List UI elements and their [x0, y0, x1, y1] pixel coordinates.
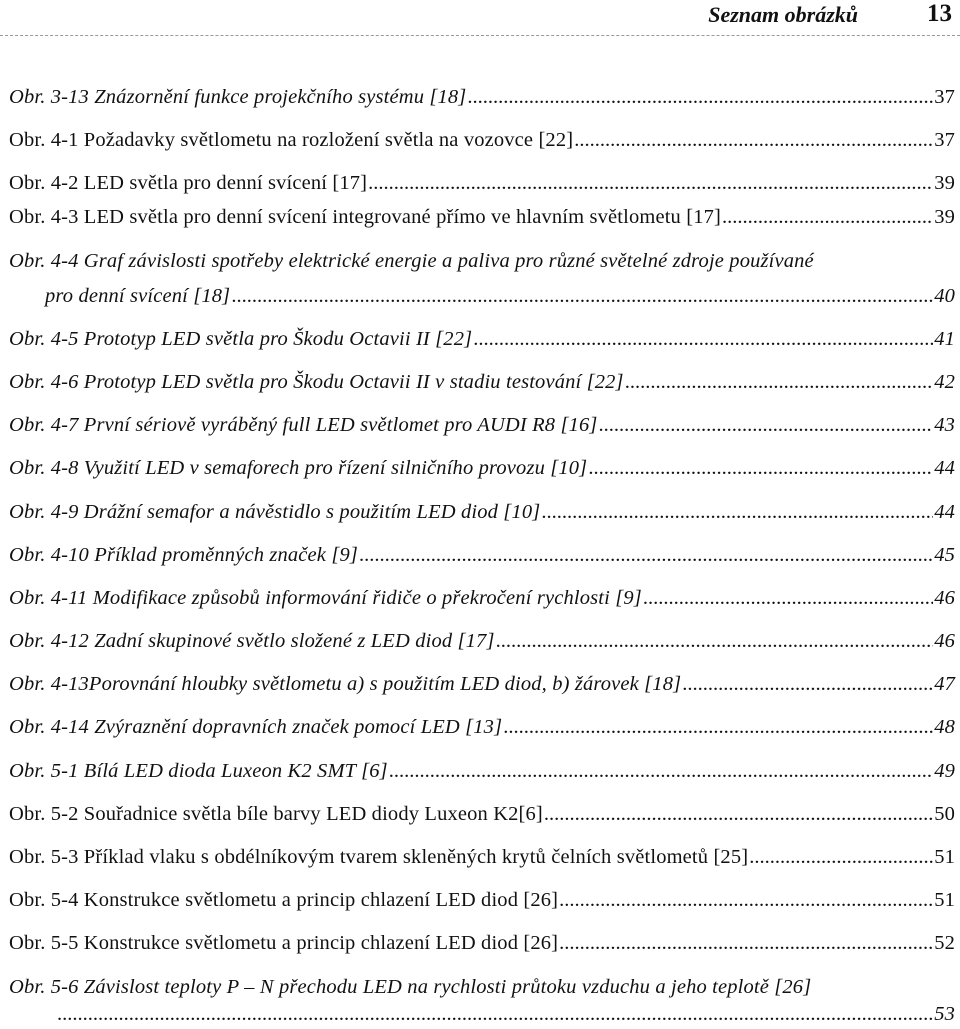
entry-title-line-1: Obr. 4-4 Graf závislosti spotřeby elektrické energie a paliva pro různé světelné zdroje používané [9, 249, 814, 272]
entry-title-line-2: pro denní svícení [18] [45, 284, 231, 307]
entry-page: 37 [934, 129, 955, 152]
dot-leader [682, 670, 933, 699]
entry-title: Obr. 4-14 Zvýraznění dopravních značek pomocí LED [13] [9, 716, 503, 739]
entry-title: Obr. 4-2 LED světla pro denní svícení [17] [9, 172, 368, 195]
toc-entry[interactable] [9, 411, 955, 440]
entry-page: 46 [934, 630, 955, 653]
entry-title: Obr. 5-1 Bílá LED dioda Luxeon K2 SMT [6] [9, 759, 388, 782]
toc-entry[interactable] [9, 800, 955, 829]
entry-title: Obr. 4-1 Požadavky světlometu na rozložení světla na vozovce [22] [9, 129, 574, 152]
header-divider [0, 35, 960, 36]
entry-title: Obr. 4-5 Prototyp LED světla pro Škodu Octavii II [22] [9, 327, 473, 350]
entry-page: 51 [934, 889, 955, 912]
dot-leader [599, 411, 934, 440]
dot-leader [467, 83, 933, 112]
toc-entry[interactable] [9, 126, 955, 155]
toc-entry[interactable] [9, 670, 955, 699]
dot-leader [231, 282, 933, 311]
entry-title: Obr. 4-9 Drážní semafor a návěstidlo s použitím LED diod [10] [9, 500, 541, 523]
entry-title: Obr. 4-3 LED světla pro denní svícení integrované přímo ve hlavním světlometu [17] [9, 206, 721, 229]
entry-page: 37 [934, 86, 955, 108]
dot-leader [57, 1000, 933, 1029]
dot-leader [625, 368, 934, 397]
entry-title: Obr. 5-3 Příklad vlaku s obdélníkovým tvarem skleněných krytů čelních světlometů [25] [9, 846, 749, 868]
entry-page: 48 [934, 716, 955, 739]
entry-page: 45 [934, 543, 955, 566]
dot-leader [722, 203, 933, 232]
entry-title: Obr. 4-13Porovnání hloubky světlometu a) s použitím LED diod, b) žárovek [18] [9, 673, 682, 696]
entry-title: Obr. 4-12 Zadní skupinové světlo složené z LED diod [17] [9, 630, 495, 653]
entry-page: 39 [934, 206, 955, 229]
entry-title-line-1: Obr. 5-6 Závislost teploty P – N přechodu LED na rychlosti průtoku vzduchu a jeho teplotě [26] [9, 975, 812, 998]
dot-leader [389, 757, 933, 786]
dot-leader [559, 929, 933, 958]
toc-entry[interactable] [9, 498, 955, 527]
toc-entry[interactable] [9, 886, 955, 915]
dot-leader [643, 584, 933, 613]
dot-leader [749, 843, 933, 872]
entry-title: Obr. 4-7 První sériově vyráběný full LED světlomet pro AUDI R8 [16] [9, 414, 598, 437]
dot-leader [496, 627, 934, 656]
entry-page: 52 [934, 932, 955, 955]
dot-leader [473, 325, 933, 354]
page-number: 13 [927, 0, 952, 27]
entry-title: Obr. 5-5 Konstrukce světlometu a princip chlazení LED diod [26] [9, 932, 559, 955]
entry-title: Obr. 5-4 Konstrukce světlometu a princip chlazení LED diod [26] [9, 889, 559, 912]
entry-title: Obr. 4-11 Modifikace způsobů informování řidiče o překročení rychlosti [9] [9, 586, 642, 609]
entry-page: 53 [934, 1002, 955, 1025]
toc-entry[interactable] [9, 757, 955, 786]
entry-title: Obr. 3-13 Znázornění funkce projekčního systému [18] [9, 86, 467, 108]
list-of-figures [9, 83, 955, 1029]
dot-leader [559, 886, 933, 915]
dot-leader [541, 498, 933, 527]
page-header [0, 0, 960, 34]
entry-page: 44 [934, 457, 955, 480]
dot-leader [368, 169, 933, 198]
entry-page: 39 [934, 172, 955, 195]
entry-page: 40 [934, 284, 955, 307]
toc-entry[interactable] [9, 973, 955, 1029]
entry-title: Obr. 4-10 Příklad proměnných značek [9] [9, 543, 358, 566]
toc-entry[interactable] [9, 368, 955, 397]
entry-title: Obr. 4-6 Prototyp LED světla pro Škodu Octavii II v stadiu testování [22] [9, 370, 624, 393]
entry-title: Obr. 4-8 Využití LED v semaforech pro řízení silničního provozu [10] [9, 457, 588, 480]
toc-entry[interactable] [9, 541, 955, 570]
entry-page: 50 [934, 802, 955, 825]
dot-leader [574, 126, 933, 155]
entry-page: 46 [934, 586, 955, 609]
entry-page: 42 [934, 370, 955, 393]
toc-entry[interactable] [9, 247, 955, 311]
entry-page: 51 [934, 846, 955, 868]
dot-leader [544, 800, 933, 829]
toc-entry[interactable] [9, 83, 955, 112]
toc-entry[interactable] [9, 203, 955, 232]
toc-entry[interactable] [9, 454, 955, 483]
entry-page: 41 [934, 327, 955, 350]
dot-leader [588, 454, 933, 483]
entry-page: 49 [934, 759, 955, 782]
toc-entry[interactable] [9, 843, 955, 872]
entry-page: 47 [934, 673, 955, 696]
toc-entry[interactable] [9, 627, 955, 656]
toc-entry[interactable] [9, 325, 955, 354]
entry-page: 44 [934, 500, 955, 523]
toc-entry[interactable] [9, 929, 955, 958]
entry-title: Obr. 5-2 Souřadnice světla bíle barvy LED diody Luxeon K2[6] [9, 802, 543, 825]
toc-entry[interactable] [9, 584, 955, 613]
dot-leader [359, 541, 933, 570]
toc-entry[interactable] [9, 713, 955, 742]
entry-page: 43 [934, 414, 955, 437]
running-header-title: Seznam obrázků [708, 2, 858, 27]
dot-leader [503, 713, 933, 742]
toc-entry[interactable] [9, 169, 955, 198]
